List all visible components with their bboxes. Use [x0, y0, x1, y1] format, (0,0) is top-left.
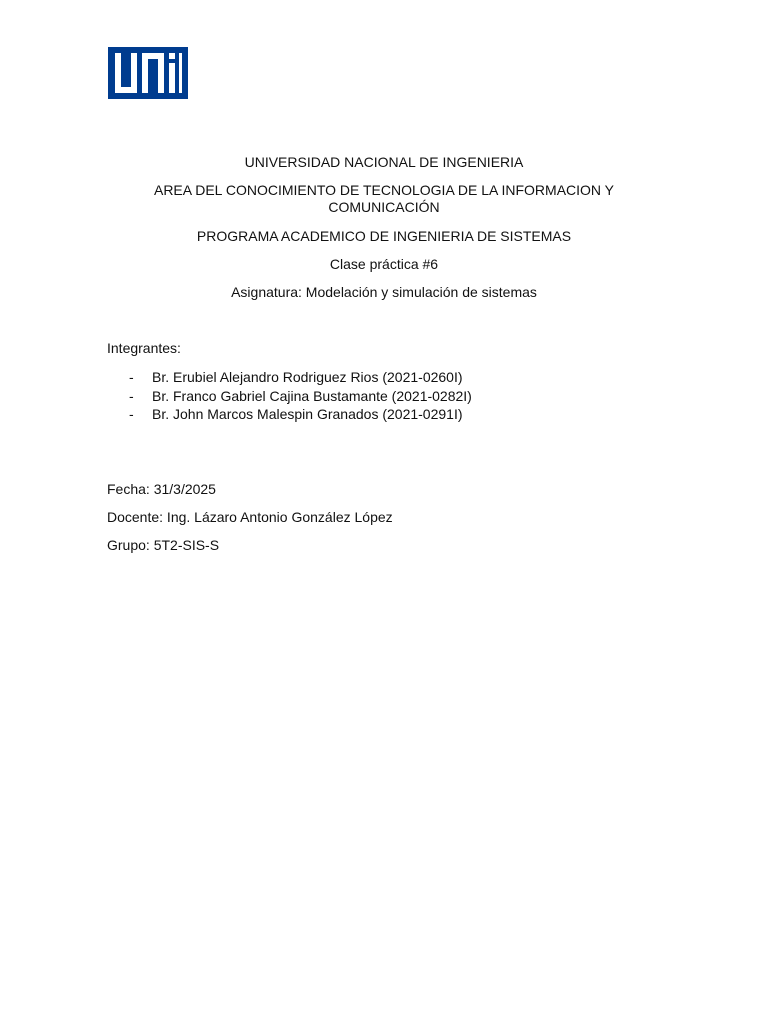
bullet-dash: - [129, 406, 134, 422]
member-name: Br. John Marcos Malespin Granados (2021-0291I) [152, 406, 463, 422]
subject-title: Asignatura: Modelación y simulación de sistemas [231, 284, 537, 300]
members-heading: Integrantes: [107, 340, 181, 356]
list-item [107, 387, 472, 406]
list-item [107, 368, 472, 387]
group-line: Grupo: 5T2-SIS-S [107, 537, 220, 553]
teacher-line: Docente: Ing. Lázaro Antonio González López [107, 509, 393, 525]
bullet-dash: - [129, 387, 134, 404]
member-name: Br. Franco Gabriel Cajina Bustamante (2021-0282I) [152, 387, 472, 404]
uni-logo-icon [108, 47, 188, 99]
date-line: Fecha: 31/3/2025 [107, 481, 216, 497]
practice-title: Clase práctica #6 [329, 256, 439, 272]
university-title: UNIVERSIDAD NACIONAL DE INGENIERIA [244, 154, 524, 170]
list-item [107, 405, 472, 424]
members-list [107, 368, 472, 424]
member-name: Br. Erubiel Alejandro Rodriguez Rios (2021-0260I) [152, 369, 463, 385]
area-title: AREA DEL CONOCIMIENTO DE TECNOLOGIA DE LA INFORMACION Y COMUNICACIÓN [153, 182, 615, 215]
bullet-dash: - [129, 369, 134, 385]
program-title: PROGRAMA ACADEMICO DE INGENIERIA DE SISTEMAS [196, 228, 572, 244]
